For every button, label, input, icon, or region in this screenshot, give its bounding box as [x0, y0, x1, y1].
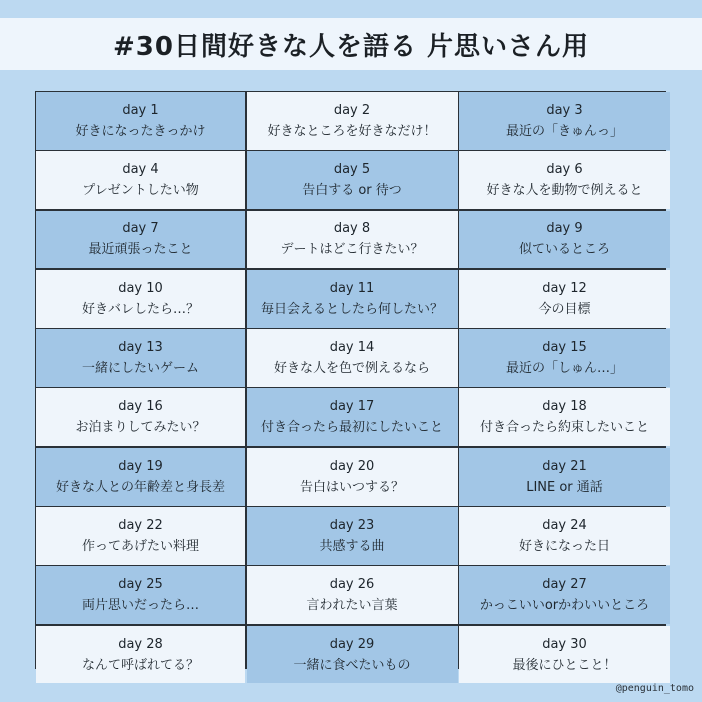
day-label: day 30	[542, 636, 587, 652]
day-topic: 好きバレしたら…？	[81, 301, 199, 317]
day-topic: お泊まりしてみたい？	[75, 420, 206, 436]
author-credit: @penguin_tomo	[615, 683, 694, 694]
day-cell	[247, 626, 458, 684]
day-topic: 今の目標	[538, 301, 591, 317]
day-topic: 好きなところを好きなだけ！	[267, 123, 437, 139]
day-topic: 好きな人との年齢差と身長差	[55, 479, 225, 495]
day-label: day 25	[118, 577, 163, 593]
day-topic: 好きになったきっかけ	[75, 123, 206, 139]
day-topic: 告白する or 待つ	[302, 183, 402, 199]
day-cell	[36, 270, 245, 328]
day-label: day 29	[329, 636, 375, 652]
day-topic: 両片思いだったら…	[81, 598, 199, 614]
day-topic: かっこいいorかわいいところ	[479, 598, 650, 614]
day-topic: 似ているところ	[518, 242, 610, 258]
day-label: day 23	[329, 517, 375, 533]
day-label: day 7	[122, 221, 159, 237]
day-topic: 言われたい言葉	[306, 598, 398, 614]
day-topic: 作ってあげたい料理	[81, 538, 199, 554]
day-cell	[247, 448, 458, 506]
day-label: day 20	[329, 458, 375, 474]
day-label: day 10	[118, 280, 163, 296]
day-label: day 13	[118, 340, 163, 356]
day-cell	[247, 566, 458, 624]
day-topic: 好きになった日	[518, 538, 610, 554]
day-label: day 14	[329, 340, 375, 356]
day-topic: 付き合ったら約束したいこと	[479, 420, 649, 436]
day-label: day 5	[333, 162, 371, 178]
day-cell	[36, 211, 245, 269]
day-cell	[247, 507, 458, 565]
day-cell	[36, 566, 245, 624]
day-topic: 付き合ったら最初にしたいこと	[260, 420, 443, 436]
day-topic: 好きな人を動物で例えると	[486, 183, 643, 199]
day-label: day 15	[542, 340, 587, 356]
day-topic: 一緒に食べたいもの	[293, 657, 411, 673]
page-title: #30日間好きな人を語る 片思いさん用	[112, 31, 590, 62]
title-banner	[0, 18, 702, 70]
day-topic: 最後にひとこと！	[512, 657, 617, 673]
day-topic: デートはどこ行きたい？	[280, 242, 424, 258]
day-cell	[36, 151, 245, 209]
day-cell	[247, 270, 458, 328]
day-label: day 1	[122, 102, 159, 118]
day-label: day 19	[118, 458, 163, 474]
day-label: day 27	[542, 577, 587, 593]
day-cell	[247, 388, 458, 446]
day-cell	[247, 151, 458, 209]
day-label: day 17	[329, 399, 375, 415]
day-topic: LINE or 通話	[526, 479, 603, 495]
day-cell	[247, 329, 458, 387]
day-label: day 12	[542, 280, 587, 296]
day-topic: プレゼントしたい物	[82, 183, 199, 199]
day-label: day 18	[542, 399, 587, 415]
day-topic: 好きな人を色で例えるなら	[273, 361, 430, 377]
day-cell	[459, 388, 670, 446]
day-label: day 9	[546, 221, 583, 237]
day-label: day 2	[333, 102, 371, 118]
day-label: day 26	[329, 577, 375, 593]
day-cell	[36, 626, 245, 684]
day-topic: 毎日会えるとしたら何したい？	[260, 301, 443, 317]
day-label: day 22	[118, 517, 163, 533]
day-cell	[36, 507, 245, 565]
day-label: day 16	[118, 399, 163, 415]
day-topic: なんて呼ばれてる？	[81, 657, 199, 673]
day-topic: 共感する曲	[319, 538, 385, 554]
day-cell	[459, 270, 670, 328]
day-label: day 24	[542, 517, 587, 533]
day-cell	[247, 92, 458, 150]
day-cell	[459, 92, 670, 150]
day-cell	[459, 211, 670, 269]
day-label: day 3	[546, 102, 583, 118]
day-topic: 最近頑張ったこと	[88, 242, 193, 258]
day-topic: 一緒にしたいゲーム	[81, 361, 199, 377]
day-label: day 21	[542, 458, 587, 474]
day-cell	[36, 92, 245, 150]
day-label: day 28	[118, 636, 163, 652]
day-topic: 告白はいつする？	[299, 479, 404, 495]
day-cell	[459, 507, 670, 565]
day-cell	[36, 448, 245, 506]
day-label: day 11	[329, 280, 375, 296]
day-cell	[459, 448, 670, 506]
day-cell	[247, 211, 458, 269]
day-grid	[35, 91, 666, 673]
day-cell	[36, 329, 245, 387]
day-cell	[459, 626, 670, 684]
day-topic: 最近の「きゅんっ」	[505, 123, 623, 139]
day-cell	[459, 151, 670, 209]
day-topic: 最近の「しゅん…」	[505, 361, 623, 377]
day-cell	[36, 388, 245, 446]
day-label: day 8	[333, 221, 371, 237]
day-cell	[459, 566, 670, 624]
day-label: day 6	[546, 162, 583, 178]
day-label: day 4	[122, 162, 159, 178]
day-cell	[459, 329, 670, 387]
